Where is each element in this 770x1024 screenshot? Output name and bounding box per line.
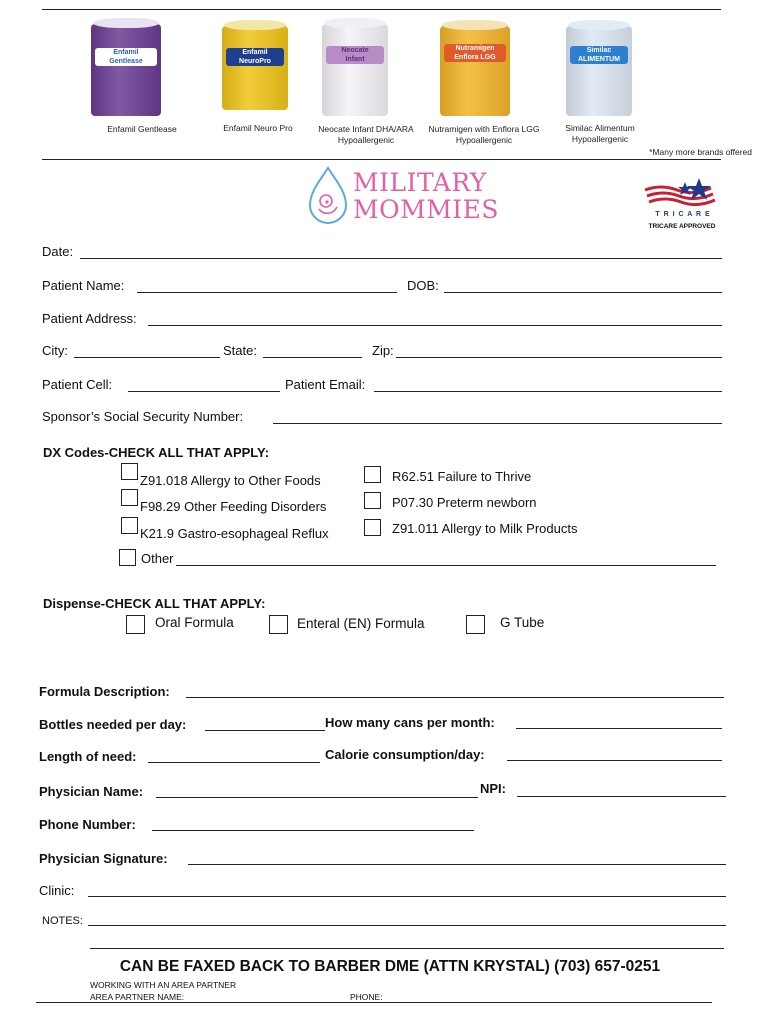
partner-name-field[interactable] [36, 1002, 712, 1003]
dispense-checkbox-oral-formula[interactable] [126, 615, 145, 634]
dispense-option-label: Enteral (EN) Formula [297, 616, 425, 631]
clinic-label: Clinic: [39, 883, 75, 898]
formula-description-field[interactable] [186, 697, 724, 698]
military-mommies-logo [305, 165, 505, 227]
dx-checkbox-z91-011[interactable] [364, 519, 381, 536]
patient-cell-field[interactable] [128, 391, 280, 392]
brands-note: *Many more brands offered [649, 147, 752, 157]
product-image-neocate-infant: Neocate Infant [322, 18, 388, 116]
partner-phone-label: PHONE: [350, 992, 383, 1002]
city-label: City: [42, 343, 68, 358]
dob-field[interactable] [444, 292, 722, 293]
product-caption: Similac Alimentum Hypoallergenic [565, 123, 635, 144]
patient-cell-label: Patient Cell: [42, 377, 113, 392]
state-label: State: [223, 343, 257, 358]
dx-checkbox-z91-018[interactable] [121, 463, 138, 480]
mother-baby-drop-icon [305, 165, 351, 227]
date-field[interactable] [80, 258, 722, 259]
state-field[interactable] [263, 357, 362, 358]
dispense-option-label: G Tube [500, 615, 545, 630]
npi-field[interactable] [517, 796, 726, 797]
cans-per-month-label: How many cans per month: [325, 715, 495, 730]
cans-per-month-field[interactable] [516, 728, 722, 729]
product-caption: Neocate Infant DHA/ARA Hypoallergenic [318, 124, 414, 145]
patient-email-label: Patient Email: [285, 377, 366, 392]
dx-checkbox-p07-30[interactable] [364, 492, 381, 509]
dx-checkbox-f98-29[interactable] [121, 489, 138, 506]
dx-checkbox-other[interactable] [119, 549, 136, 566]
physician-signature-field[interactable] [188, 864, 726, 865]
partner-line: WORKING WITH AN AREA PARTNER [90, 980, 237, 990]
logo-line-2: MOMMIES [353, 195, 500, 224]
patient-address-label: Patient Address: [42, 311, 137, 326]
product-caption: Enfamil Neuro Pro [223, 123, 293, 133]
dx-option-label: Z91.011 Allergy to Milk Products [392, 521, 578, 536]
dispense-checkbox-g-tube[interactable] [466, 615, 485, 634]
dx-codes-heading: DX Codes-CHECK ALL THAT APPLY: [43, 445, 270, 460]
product-image-similac-alimentum: Similac ALIMENTUM [566, 20, 632, 116]
dx-option-label: P07.30 Preterm newborn [392, 495, 537, 510]
patient-email-field[interactable] [374, 391, 722, 392]
city-field[interactable] [74, 357, 220, 358]
header-rule [42, 159, 721, 160]
npi-label: NPI: [480, 781, 506, 796]
sponsor-ssn-label: Sponsor’s Social Security Number: [42, 409, 244, 424]
bottles-per-day-field[interactable] [205, 730, 325, 731]
zip-label: Zip: [372, 343, 394, 358]
phone-number-label: Phone Number: [39, 817, 136, 832]
top-rule [42, 9, 721, 10]
dx-option-label: K21.9 Gastro-esophageal Reflux [140, 526, 329, 541]
length-of-need-label: Length of need: [39, 749, 137, 764]
fax-instruction: CAN BE FAXED BACK TO BARBER DME (ATTN KRYSTAL) (703) 657-0251 [119, 958, 661, 975]
tricare-flag-star-icon [641, 176, 723, 210]
notes-label: NOTES: [42, 915, 83, 927]
dob-label: DOB: [407, 278, 439, 293]
tricare-approved-label: TRICARE APPROVED [648, 223, 716, 230]
dx-checkbox-r62-51[interactable] [364, 466, 381, 483]
formula-description-label: Formula Description: [39, 684, 170, 699]
product-caption: Nutramigen with Enflora LGG Hypoallergenic [428, 124, 540, 145]
phone-number-field[interactable] [152, 830, 474, 831]
tricare-logo [641, 176, 723, 234]
dx-checkbox-k21-9[interactable] [121, 517, 138, 534]
dx-option-label: F98.29 Other Feeding Disorders [140, 499, 327, 514]
patient-name-field[interactable] [137, 292, 397, 293]
product-image-nutramigen: Nutramigen Enflora LGG [440, 20, 510, 116]
physician-signature-label: Physician Signature: [39, 851, 168, 866]
zip-field[interactable] [396, 357, 722, 358]
product-caption: Enfamil Gentlease [107, 124, 177, 134]
sponsor-ssn-field[interactable] [273, 423, 722, 424]
dispense-checkbox-enteral-formula[interactable] [269, 615, 288, 634]
calorie-consumption-label: Calorie consumption/day: [325, 747, 485, 762]
bottles-per-day-label: Bottles needed per day: [39, 717, 187, 732]
logo-line-1: MILITARY [353, 168, 487, 197]
dx-option-label: Z91.018 Allergy to Other Foods [140, 473, 321, 488]
dispense-option-label: Oral Formula [155, 615, 234, 630]
physician-name-label: Physician Name: [39, 784, 144, 799]
tricare-wordmark: T R I C A R E [655, 211, 711, 218]
notes-field[interactable] [88, 925, 726, 926]
dispense-heading: Dispense-CHECK ALL THAT APPLY: [43, 596, 266, 611]
clinic-field[interactable] [88, 896, 726, 897]
partner-name-label: AREA PARTNER NAME: [90, 992, 185, 1002]
physician-name-field[interactable] [156, 797, 478, 798]
product-image-enfamil-neuro-pro: Enfamil NeuroPro [222, 20, 288, 110]
product-image-enfamil-gentlease: Enfamil Gentlease [91, 18, 161, 116]
dx-other-field[interactable] [176, 565, 716, 566]
notes-field-line-2[interactable] [90, 948, 724, 949]
dx-option-label: Other [141, 551, 174, 566]
patient-name-label: Patient Name: [42, 278, 125, 293]
calorie-consumption-field[interactable] [507, 760, 722, 761]
length-of-need-field[interactable] [148, 762, 320, 763]
dx-option-label: R62.51 Failure to Thrive [392, 469, 532, 484]
date-label: Date: [42, 244, 74, 259]
patient-address-field[interactable] [148, 325, 722, 326]
